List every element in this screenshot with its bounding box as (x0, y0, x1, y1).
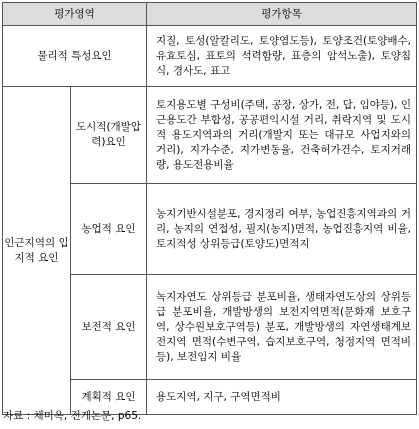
conservation-factor-cell: 보전적 요인 (71, 275, 147, 380)
table-row (3, 26, 417, 87)
table-row (3, 87, 417, 184)
source-note: 자료 : 채미옥, 전게논문, p65. (3, 410, 142, 422)
physical-items-cell (147, 26, 417, 87)
planning-items-text: 용도지역, 지구, 구역면적비 (156, 390, 281, 403)
evaluation-table (2, 2, 417, 415)
conservation-items-text: 녹지자연도 상위등급 분포비율, 생태자연도상의 상위등급 분포비율, 개발방생의 보전지역면적(문화재 보호구역, 상수원보호구역등) 분포, 개발방생의 자연생태계보전지역 면적(수변구역, 습지보호구역, 청정지역 면적비등), 보전임지 비율 (156, 290, 412, 363)
urban-factor-cell: 도시적(개발압력)요인 (71, 87, 147, 184)
header-evaluation-items: 평가항목 (147, 3, 417, 26)
planning-factor-cell: 계획적 요인 (71, 380, 147, 415)
urban-items-cell (147, 87, 417, 184)
physical-items-text: 지질, 토성(알칼리도, 토양염도등), 토양조건(토양배수, 유효토심, 표토의 석력함량, 표층의 암석노출), 토양침식, 경사도, 표고 (156, 34, 412, 77)
physical-factor-cell: 물리적 특성요인 (3, 26, 147, 87)
agricultural-items-text: 농지기반시설분포, 경지정리 여부, 농업진흥지역과의 거리, 농지의 연접성, 필지(농지)면적, 농업진흥지역 비율, 토지적성 상위등급(토양도)면적지 (156, 207, 412, 250)
planning-items-cell (147, 380, 417, 415)
location-factor-cell: 인근지역의 입지적 요인 (3, 87, 71, 415)
agricultural-items-cell (147, 184, 417, 275)
conservation-items-cell (147, 275, 417, 380)
agricultural-factor-cell: 농업적 요인 (71, 184, 147, 275)
urban-items-text: 토지용도별 구성비(주택, 공장, 상가, 전, 답, 임야등), 인근용도간 부합성, 공공편익시설 거리, 취락지역 및 도시적 용도지역과의 거리(개발지 또는 대규모 사업지와의 거리), 지가수준, 지가변동율, 건축허가건수, 토지거래량, 용도전용비율 (156, 98, 412, 171)
table-header-row (3, 3, 417, 26)
header-evaluation-area: 평가영역 (3, 3, 147, 26)
